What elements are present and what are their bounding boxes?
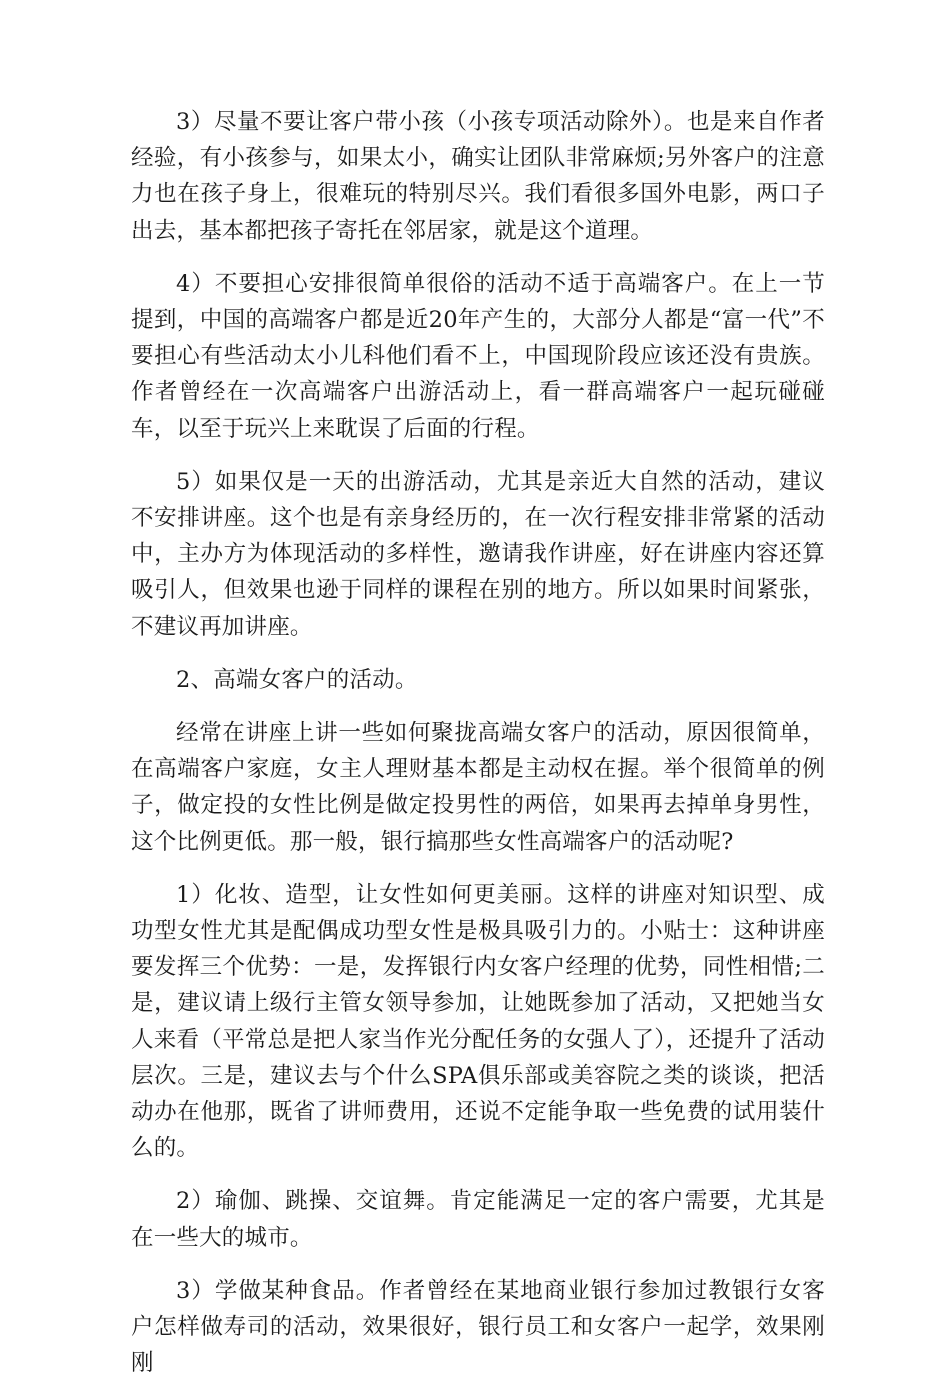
paragraph-item-3-no-children: 3）尽量不要让客户带小孩（小孩专项活动除外）。也是来自作者经验，有小孩参与，如果太小，确实让团队非常麻烦;另外客户的注意力也在孩子身上，很难玩的特别尽兴。我们看很多国外电影，两口子出去，基本都把孩子寄托在邻居家，就是这个道理。	[131, 109, 825, 244]
paragraph-item-5-no-lectures: 5）如果仅是一天的出游活动，尤其是亲近大自然的活动，建议不安排讲座。这个也是有亲身经历的，在一次行程安排非常紧的活动中，主办方为体现活动的多样性，邀请我作讲座，好在讲座内容还算吸引人，但效果也逊于同样的课程在别的地方。所以如果时间紧张，不建议再加讲座。	[131, 468, 825, 640]
section-heading-female-clients: 2、高端女客户的活动。	[176, 666, 418, 693]
paragraph-item-1-makeup: 1）化妆、造型，让女性如何更美丽。这样的讲座对知识型、成功型女性尤其是配偶成功型女性是极具吸引力的。小贴士：这种讲座要发挥三个优势：一是，发挥银行内女客户经理的优势，同性相惜;二是，建议请上级行主管女领导参加，让她既参加了活动，又把她当女人来看（平常总是把人家当作光分配任务的女强人了），还提升了活动层次。三是，建议去与个什么SPA俱乐部或美容院之类的谈谈，把活动办在他那，既省了讲师费用，还说不定能争取一些免费的试用装什么的。	[131, 881, 825, 1162]
paragraph-item-2-yoga: 2）瑜伽、跳操、交谊舞。肯定能满足一定的客户需要，尤其是在一些大的城市。	[131, 1188, 825, 1251]
paragraph-item-4-simple-activities: 4）不要担心安排很简单很俗的活动不适于高端客户。在上一节提到，中国的高端客户都是近20年产生的，大部分人都是“富一代”不要担心有些活动太小儿科他们看不上，中国现阶段应该还没有贵族。作者曾经在一次高端客户出游活动上，看一群高端客户一起玩碰碰车，以至于玩兴上来耽误了后面的行程。	[131, 270, 825, 442]
paragraph-female-clients-intro: 经常在讲座上讲一些如何聚拢高端女客户的活动，原因很简单，在高端客户家庭，女主人理财基本都是主动权在握。举个很简单的例子，做定投的女性比例是做定投男性的两倍，如果再去掉单身男性，这个比例更低。那一般，银行搞那些女性高端客户的活动呢?	[131, 720, 825, 855]
document-body	[131, 104, 825, 1399]
paragraph-item-3-cooking: 3）学做某种食品。作者曾经在某地商业银行参加过教银行女客户怎样做寿司的活动，效果很好，银行员工和女客户一起学，效果刚刚	[131, 1277, 825, 1377]
